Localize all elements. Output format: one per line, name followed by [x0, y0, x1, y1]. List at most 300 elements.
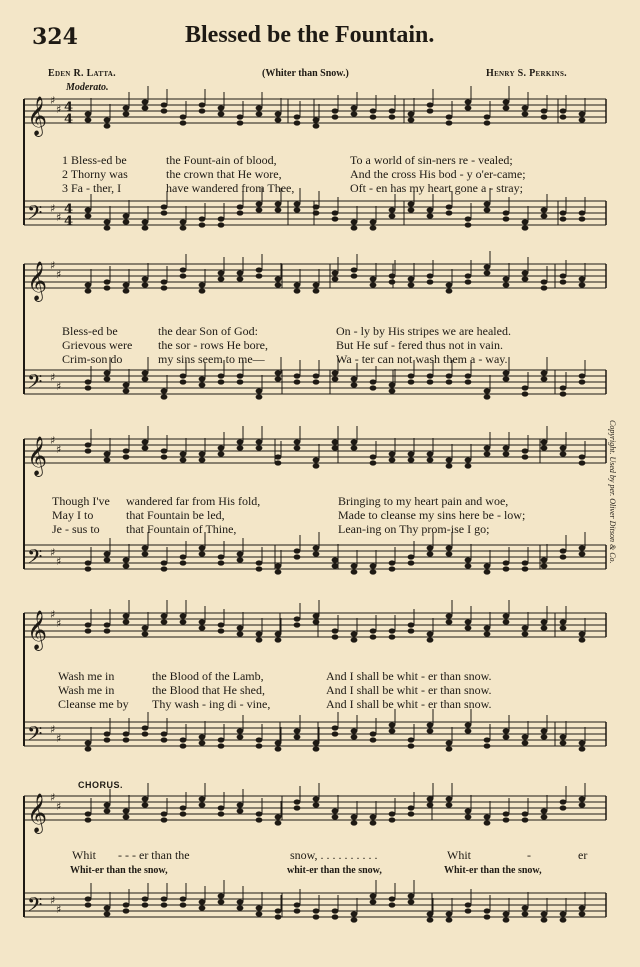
time-signature-bottom: 4	[64, 112, 74, 127]
note-head	[541, 114, 548, 119]
note-head	[522, 560, 529, 565]
note-head	[484, 207, 491, 212]
note-head	[427, 273, 434, 278]
note-head	[446, 746, 453, 751]
treble-clef-icon: 𝄞	[27, 610, 48, 650]
note-head	[199, 551, 206, 556]
note-head	[180, 219, 187, 224]
key-sharp-icon: ♯	[56, 379, 62, 393]
lyric-fragment: 2 Thorny was	[62, 167, 128, 181]
note-head	[85, 566, 92, 571]
note-head	[161, 560, 168, 565]
chorus-word: er	[578, 848, 588, 862]
note-head	[427, 796, 434, 801]
note-head	[560, 548, 567, 553]
note-head	[351, 728, 358, 733]
note-head	[104, 279, 111, 284]
note-head	[294, 554, 301, 559]
lyric-fragment: wandered far from His fold,	[126, 494, 261, 508]
note-head	[560, 917, 567, 922]
note-head	[237, 210, 244, 215]
key-sharp-icon: ♯	[56, 902, 62, 916]
note-head	[351, 111, 358, 116]
note-head	[465, 619, 472, 624]
note-head	[256, 273, 263, 278]
note-head	[484, 394, 491, 399]
note-head	[123, 454, 130, 459]
note-head	[484, 563, 491, 568]
lyric-fragment: Grievous were	[62, 338, 133, 352]
note-head	[294, 616, 301, 621]
note-head	[218, 270, 225, 275]
note-head	[218, 560, 225, 565]
note-head	[427, 545, 434, 550]
note-head	[579, 216, 586, 221]
note-head	[446, 463, 453, 468]
note-head	[560, 625, 567, 630]
note-head	[351, 637, 358, 642]
note-head	[351, 439, 358, 444]
note-head	[446, 802, 453, 807]
note-head	[313, 914, 320, 919]
note-head	[237, 625, 244, 630]
lyric-fragment: Lean-ing on Thy prom-ise I go;	[338, 522, 490, 536]
note-head	[503, 210, 510, 215]
note-head	[370, 460, 377, 465]
note-head	[123, 288, 130, 293]
note-head	[161, 817, 168, 822]
key-sharp-icon: ♯	[50, 607, 56, 621]
note-head	[237, 808, 244, 813]
note-head	[370, 899, 377, 904]
note-head	[313, 545, 320, 550]
note-head	[199, 625, 206, 630]
note-head	[560, 740, 567, 745]
note-head	[351, 376, 358, 381]
note-head	[256, 445, 263, 450]
key-sharp-icon: ♯	[50, 258, 56, 272]
note-head	[370, 282, 377, 287]
note-head	[503, 619, 510, 624]
lyric-fragment: Wash me in	[58, 683, 115, 697]
note-head	[199, 619, 206, 624]
note-head	[560, 619, 567, 624]
key-sharp-icon: ♯	[56, 554, 62, 568]
note-head	[484, 814, 491, 819]
note-head	[579, 111, 586, 116]
note-head	[218, 373, 225, 378]
lyric-fragment: Oft - en has my heart gone a - stray;	[350, 181, 523, 195]
note-head	[142, 631, 149, 636]
note-head	[180, 273, 187, 278]
note-head	[541, 734, 548, 739]
note-head	[85, 746, 92, 751]
note-head	[218, 737, 225, 742]
note-head	[104, 808, 111, 813]
note-head	[237, 270, 244, 275]
note-head	[370, 731, 377, 736]
note-head	[237, 276, 244, 281]
note-head	[104, 123, 111, 128]
note-head	[503, 817, 510, 822]
note-head	[161, 102, 168, 107]
note-head	[408, 899, 415, 904]
note-head	[332, 376, 339, 381]
note-head	[104, 622, 111, 627]
note-head	[560, 108, 567, 113]
note-head	[256, 105, 263, 110]
note-head	[541, 728, 548, 733]
note-head	[313, 282, 320, 287]
note-head	[85, 896, 92, 901]
note-head	[465, 908, 472, 913]
note-head	[275, 111, 282, 116]
lyric-fragment: Je - sus to	[52, 522, 100, 536]
note-head	[503, 613, 510, 618]
key-sharp-icon: ♯	[56, 102, 62, 116]
note-head	[180, 743, 187, 748]
note-head	[199, 905, 206, 910]
note-head	[522, 734, 529, 739]
note-head	[446, 796, 453, 801]
note-head	[256, 111, 263, 116]
note-head	[408, 805, 415, 810]
note-head	[104, 731, 111, 736]
note-head	[218, 554, 225, 559]
note-head	[465, 814, 472, 819]
note-head	[522, 811, 529, 816]
note-head	[142, 282, 149, 287]
note-head	[579, 746, 586, 751]
note-head	[199, 102, 206, 107]
note-head	[180, 451, 187, 456]
note-head	[294, 120, 301, 125]
note-head	[522, 391, 529, 396]
treble-clef-icon: 𝄞	[27, 96, 48, 136]
note-head	[142, 370, 149, 375]
note-head	[446, 114, 453, 119]
note-head	[313, 551, 320, 556]
note-head	[199, 740, 206, 745]
note-head	[218, 445, 225, 450]
note-head	[484, 737, 491, 742]
note-head	[332, 808, 339, 813]
note-head	[465, 216, 472, 221]
note-head	[142, 625, 149, 630]
note-head	[389, 114, 396, 119]
note-head	[370, 563, 377, 568]
note-head	[389, 728, 396, 733]
note-head	[218, 893, 225, 898]
note-head	[313, 373, 320, 378]
note-head	[256, 207, 263, 212]
note-head	[123, 213, 130, 218]
key-sharp-icon: ♯	[56, 616, 62, 630]
note-head	[408, 373, 415, 378]
lyric-fragment: Cleanse me by	[58, 697, 129, 711]
note-head	[560, 210, 567, 215]
note-head	[313, 746, 320, 751]
note-head	[522, 454, 529, 459]
note-head	[484, 445, 491, 450]
note-head	[541, 376, 548, 381]
note-head	[541, 445, 548, 450]
note-head	[313, 802, 320, 807]
note-head	[275, 563, 282, 568]
lyric-fragment: my sins seem to me—	[158, 352, 265, 366]
note-head	[370, 634, 377, 639]
note-head	[161, 902, 168, 907]
note-head	[104, 285, 111, 290]
note-head	[256, 637, 263, 642]
note-head	[389, 451, 396, 456]
note-head	[218, 105, 225, 110]
lyric-fragment: the Blood that He shed,	[152, 683, 265, 697]
note-head	[237, 899, 244, 904]
note-head	[427, 911, 434, 916]
note-head	[85, 282, 92, 287]
note-head	[541, 917, 548, 922]
note-head	[522, 631, 529, 636]
note-head	[522, 817, 529, 822]
note-head	[351, 563, 358, 568]
note-head	[503, 445, 510, 450]
copyright-notice: Copyright. Used by per. Oliver Ditson & Co.	[608, 420, 617, 564]
treble-clef-icon: 𝄞	[27, 261, 48, 301]
note-head	[180, 267, 187, 272]
note-head	[294, 622, 301, 627]
note-head	[465, 379, 472, 384]
note-head	[218, 628, 225, 633]
note-head	[541, 207, 548, 212]
note-head	[408, 201, 415, 206]
note-head	[560, 799, 567, 804]
lyric-fragment: Though I've	[52, 494, 110, 508]
note-head	[484, 201, 491, 206]
note-head	[237, 379, 244, 384]
note-head	[522, 219, 529, 224]
note-head	[389, 273, 396, 278]
note-head	[313, 619, 320, 624]
lyric-fragment: Thy wash - ing di - vine,	[152, 697, 271, 711]
lyric-fragment: Made to cleanse my sins here be - low;	[338, 508, 526, 522]
lyric-fragment: On - ly by His stripes we are healed.	[336, 324, 511, 338]
lyric-fragment: the Fount-ain of blood,	[166, 153, 277, 167]
note-head	[484, 625, 491, 630]
note-head	[408, 560, 415, 565]
note-head	[579, 545, 586, 550]
note-head	[85, 442, 92, 447]
time-signature-top: 4	[64, 100, 74, 115]
lyric-fragment: the sor - rows He bore,	[158, 338, 268, 352]
chorus-label: CHORUS.	[78, 780, 124, 790]
note-head	[104, 219, 111, 224]
note-head	[123, 388, 130, 393]
note-head	[522, 740, 529, 745]
note-head	[123, 902, 130, 907]
note-head	[294, 548, 301, 553]
note-head	[332, 114, 339, 119]
note-head	[446, 373, 453, 378]
note-head	[275, 569, 282, 574]
note-head	[256, 388, 263, 393]
note-head	[104, 376, 111, 381]
note-head	[85, 817, 92, 822]
note-head	[427, 631, 434, 636]
note-head	[370, 385, 377, 390]
note-head	[503, 734, 510, 739]
note-head	[294, 908, 301, 913]
note-head	[522, 111, 529, 116]
note-head	[180, 379, 187, 384]
note-head	[484, 908, 491, 913]
note-head	[541, 439, 548, 444]
note-head	[237, 114, 244, 119]
note-head	[161, 811, 168, 816]
note-head	[275, 282, 282, 287]
note-head	[294, 902, 301, 907]
chorus-word: -	[527, 848, 531, 862]
note-head	[351, 734, 358, 739]
note-head	[446, 911, 453, 916]
note-head	[351, 917, 358, 922]
note-head	[465, 808, 472, 813]
note-head	[503, 276, 510, 281]
note-head	[294, 282, 301, 287]
note-head	[275, 460, 282, 465]
note-head	[408, 207, 415, 212]
note-head	[484, 264, 491, 269]
note-head	[85, 740, 92, 745]
note-head	[294, 114, 301, 119]
note-head	[522, 911, 529, 916]
note-head	[237, 802, 244, 807]
note-head	[370, 219, 377, 224]
bass-clef-icon: 𝄢	[27, 370, 43, 398]
note-head	[237, 557, 244, 562]
note-head	[199, 108, 206, 113]
note-head	[389, 817, 396, 822]
note-head	[465, 557, 472, 562]
note-head	[180, 896, 187, 901]
note-head	[446, 210, 453, 215]
note-head	[484, 631, 491, 636]
note-head	[142, 802, 149, 807]
note-head	[237, 445, 244, 450]
note-head	[275, 820, 282, 825]
note-head	[560, 911, 567, 916]
note-head	[199, 282, 206, 287]
note-head	[427, 917, 434, 922]
key-sharp-icon: ♯	[56, 267, 62, 281]
note-head	[484, 743, 491, 748]
note-head	[161, 210, 168, 215]
note-head	[180, 811, 187, 816]
chorus-word: snow, . . . . . . . . . .	[290, 848, 378, 862]
note-head	[256, 737, 263, 742]
note-head	[275, 207, 282, 212]
note-head	[579, 454, 586, 459]
note-head	[389, 902, 396, 907]
note-head	[104, 911, 111, 916]
note-head	[256, 811, 263, 816]
note-head	[389, 108, 396, 113]
note-head	[427, 379, 434, 384]
note-head	[313, 204, 320, 209]
note-head	[142, 445, 149, 450]
note-head	[294, 207, 301, 212]
note-head	[370, 893, 377, 898]
note-head	[484, 820, 491, 825]
note-head	[180, 560, 187, 565]
lyric-fragment: And I shall be whit - er than snow.	[326, 669, 492, 683]
note-head	[446, 740, 453, 745]
note-head	[484, 451, 491, 456]
note-head	[294, 799, 301, 804]
key-sharp-icon: ♯	[50, 201, 56, 215]
key-sharp-icon: ♯	[56, 442, 62, 456]
note-head	[237, 728, 244, 733]
note-head	[389, 566, 396, 571]
note-head	[408, 111, 415, 116]
note-head	[313, 908, 320, 913]
note-head	[465, 563, 472, 568]
note-head	[579, 210, 586, 215]
note-head	[351, 219, 358, 224]
key-sharp-icon: ♯	[50, 790, 56, 804]
note-head	[332, 445, 339, 450]
note-head	[275, 908, 282, 913]
note-head	[294, 728, 301, 733]
note-head	[275, 276, 282, 281]
note-head	[142, 896, 149, 901]
note-head	[408, 276, 415, 281]
note-head	[218, 276, 225, 281]
lyric-fragment: Wa - ter can not wash them a - way.	[336, 352, 508, 366]
note-head	[332, 725, 339, 730]
lyric-fragment: the crown that He wore,	[166, 167, 282, 181]
note-head	[218, 216, 225, 221]
note-head	[389, 634, 396, 639]
note-head	[123, 908, 130, 913]
note-head	[446, 282, 453, 287]
key-sharp-icon: ♯	[50, 893, 56, 907]
key-sharp-icon: ♯	[56, 731, 62, 745]
note-head	[389, 213, 396, 218]
lyric-fragment: Crim-son do	[62, 352, 123, 366]
note-head	[408, 457, 415, 462]
note-head	[161, 448, 168, 453]
note-head	[275, 376, 282, 381]
note-head	[180, 737, 187, 742]
note-head	[275, 637, 282, 642]
note-head	[579, 379, 586, 384]
note-head	[446, 917, 453, 922]
note-head	[370, 814, 377, 819]
note-head	[85, 811, 92, 816]
note-head	[541, 370, 548, 375]
lyric-fragment: 1 Bless-ed be	[62, 153, 127, 167]
note-head	[541, 619, 548, 624]
note-head	[541, 814, 548, 819]
note-head	[579, 905, 586, 910]
note-head	[180, 457, 187, 462]
note-head	[294, 379, 301, 384]
note-head	[351, 267, 358, 272]
note-head	[579, 631, 586, 636]
note-head	[503, 728, 510, 733]
note-head	[332, 276, 339, 281]
